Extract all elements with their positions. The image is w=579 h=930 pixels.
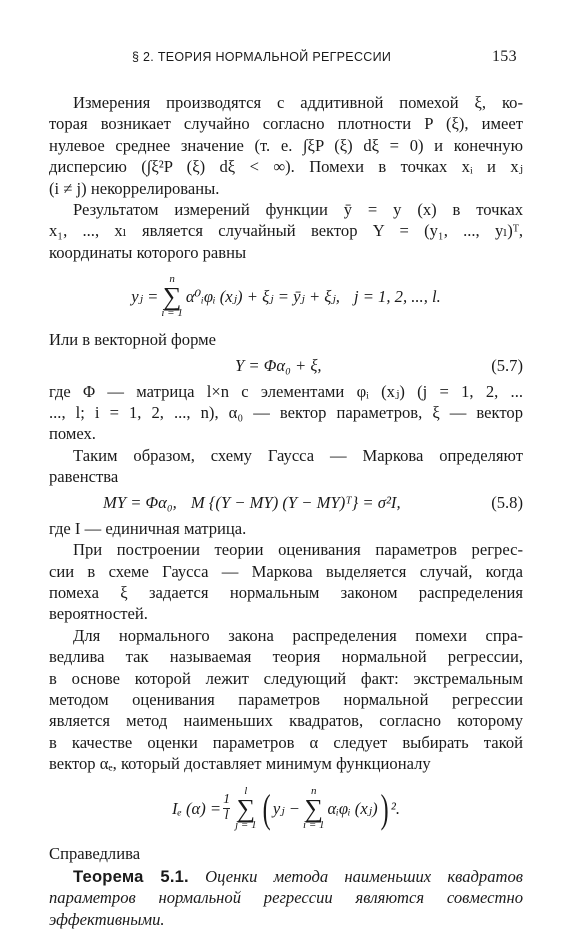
theorem-line — [49, 866, 523, 887]
formula-term: αᵢφᵢ (xⱼ) — [327, 798, 378, 818]
sum-symbol: n ∑ i = 1 — [303, 784, 325, 832]
formula-lhs: Iₑ (α) = — [171, 798, 222, 818]
text-line: где I — единичная матрица. — [49, 518, 247, 538]
sum-lower-limit: i = 1 — [303, 819, 325, 832]
formula-5-8 — [49, 488, 523, 518]
theorem-text: Оценки метода наименьших квадратов — [205, 866, 523, 886]
sum-upper-limit: n — [311, 784, 317, 797]
text-line: в качестве оценки параметров α следует выбирать такой — [49, 732, 523, 752]
formula-functional: Iₑ (α) = $\frac{1}{l}$ l ∑ j = 1 ( yⱼ − n ∑ i = 1 αᵢφᵢ (xⱼ) ) ². — [171, 784, 401, 832]
text-line: При построении теории оценивания параметров регрес- — [73, 540, 523, 560]
theorem-line — [49, 887, 523, 908]
text-line: где Φ — матрица l×n с элементами φᵢ (xⱼ) (j = 1, 2, ... — [49, 381, 523, 401]
text-line: Справедлива — [49, 843, 141, 863]
page-number: 153 — [492, 48, 517, 65]
formula-5-7 — [49, 351, 523, 381]
theorem-text: эффективными. — [49, 909, 165, 929]
equation-number: (5.8) — [491, 492, 523, 512]
formula-part-a: MY = Φα₀, — [103, 492, 177, 512]
text-line: торая возникает случайно согласно плотности P (ξ), имеет — [49, 114, 523, 134]
text-line: x₁, ..., xₗ является случайный вектор Y = (y₁, ..., yₗ)ᵀ, — [49, 221, 523, 241]
theorem-text: параметров нормальной регрессии являются совместно — [49, 888, 523, 908]
text-line: Или в векторной форме — [49, 330, 217, 350]
formula-rhs: α⁰ᵢφᵢ (xⱼ) + ξⱼ = ȳⱼ + ξⱼ, — [185, 286, 340, 306]
text-line: Результатом измерений функции ȳ = y (x) в точках — [73, 200, 523, 220]
text-line: является метод наименьших квадратов, согласно которому — [49, 711, 523, 731]
sum-upper-limit: n — [169, 272, 175, 285]
text-line: методом оценивания параметров нормальной регрессии — [49, 689, 523, 709]
formula-text: Y = Φα₀ + ξ, — [235, 355, 322, 375]
formula-part-b: M {(Y − MY) (Y − MY)ᵀ} = σ²I, — [190, 492, 401, 512]
text-line: вероятностей. — [49, 604, 148, 624]
running-header — [0, 50, 579, 70]
sum-upper-limit: l — [244, 784, 248, 797]
text-line: помех. — [49, 424, 96, 444]
text-line: (i ≠ j) некоррелированы. — [49, 178, 220, 198]
page-body — [49, 92, 523, 930]
text-line: Для нормального закона распределения помехи спра- — [73, 625, 523, 645]
formula-term: yⱼ − — [272, 798, 301, 818]
sum-symbol: l ∑ j = 1 — [235, 784, 257, 832]
formula-exponent: ². — [390, 798, 401, 818]
text-line: координаты которого равны — [49, 242, 247, 262]
equation-number: (5.7) — [491, 355, 523, 375]
formula-lhs: yⱼ = — [131, 286, 159, 306]
text-line: помеха ξ задается нормальным законом распределения — [49, 582, 523, 602]
text-line: дисперсию (∫ξ²P (ξ) dξ < ∞). Помехи в точках xᵢ и xⱼ — [49, 157, 523, 177]
text-line: нулевое среднее значение (т. е. ∫ξP (ξ) dξ = 0) и конечную — [49, 135, 523, 155]
text-line: Таким образом, схему Гаусса — Маркова определяют — [73, 445, 523, 465]
theorem-label: Теорема 5.1. — [73, 866, 189, 886]
fraction-numerator: 1 — [223, 792, 231, 808]
fraction — [223, 793, 230, 823]
text-line: Измерения производятся с аддитивной помехой ξ, ко- — [73, 93, 523, 112]
sum-lower-limit: j = 1 — [235, 819, 257, 832]
formula-range: j = 1, 2, ..., l. — [353, 286, 441, 306]
theorem-line — [49, 909, 523, 930]
text-line: ведлива так называемая теория нормальной регрессии, — [49, 647, 523, 667]
fraction-denominator: l — [224, 808, 229, 824]
text-line: сии в схеме Гаусса — Маркова выделяется случай, когда — [49, 561, 523, 581]
sum-symbol: n ∑ i = 1 — [161, 272, 183, 319]
formula-coordinates — [49, 263, 523, 329]
section-title: § 2. ТЕОРИЯ НОРМАЛЬНОЙ РЕГРЕССИИ — [132, 50, 392, 64]
sum-lower-limit: i = 1 — [161, 306, 183, 319]
text-line: ..., l; i = 1, 2, ..., n), α₀ — вектор параметров, ξ — вектор — [49, 403, 523, 423]
text-line: в основе которой лежит следующий факт: экстремальным — [49, 668, 523, 688]
text-line: равенства — [49, 467, 119, 487]
text-line: вектор αₑ, который доставляет минимум функционалу — [49, 754, 431, 774]
